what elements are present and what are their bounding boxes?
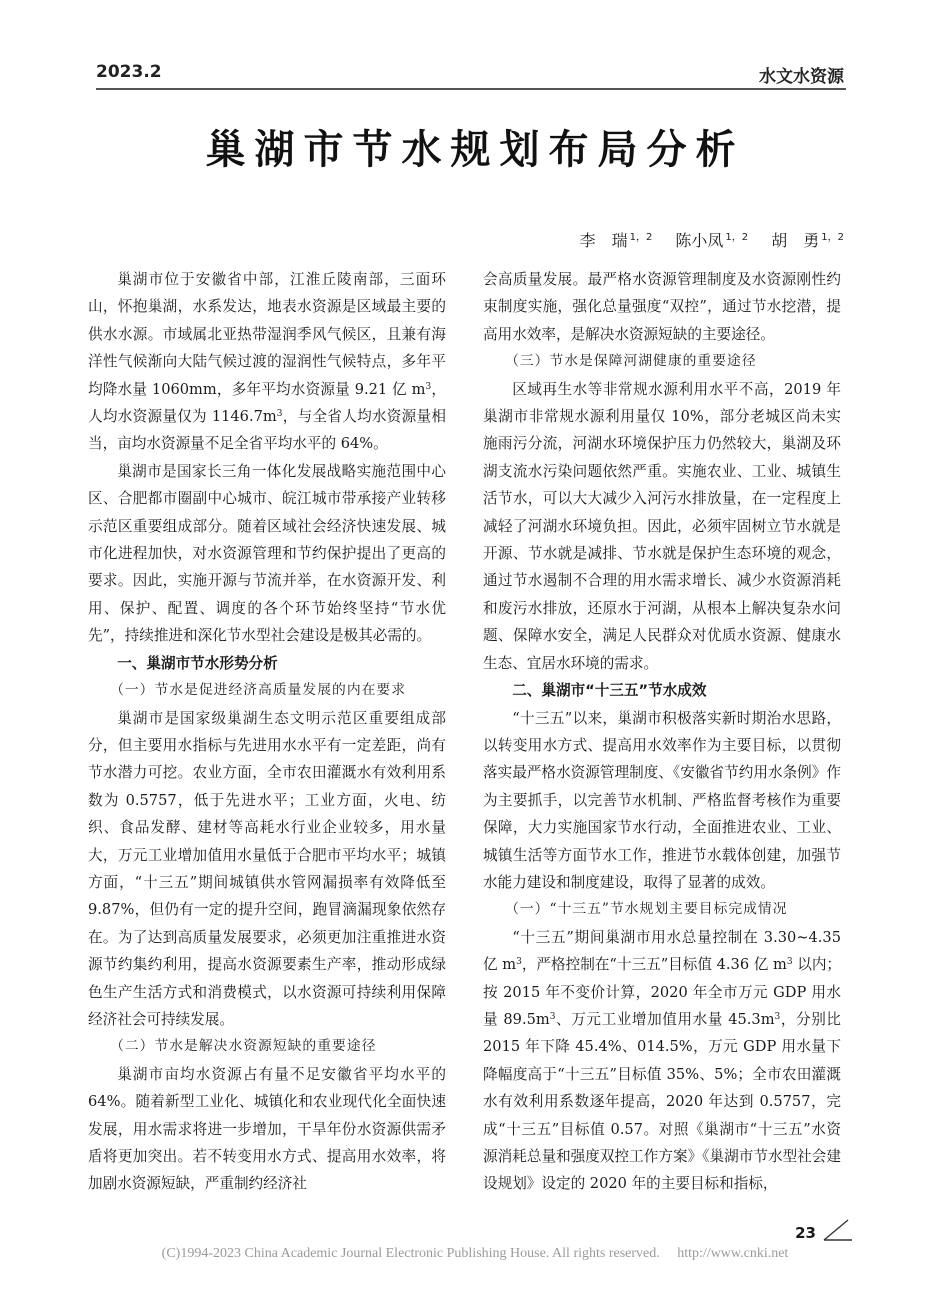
right-column <box>483 266 841 1198</box>
paragraph: 巢湖市是国家长三角一体化发展战略实施范围中心区、合肥都市圈副中心城市、皖江城市带承接产业转移示范区重要组成部分。随着区域社会经济快速发展、城市化进程加快，对水资源管理和节约保护提出了更高的要求。因此，实施开源与节流并举，在水资源开发、利用、保护、配置、调度的各个环节始终坚持“节水优先”，持续推进和深化节水型社会建设是极其必需的。 <box>88 462 446 645</box>
header-rule <box>96 88 846 90</box>
page-corner-mark-icon <box>818 1218 854 1242</box>
paragraph: 巢湖市是国家级巢湖生态文明示范区重要组成部分，但主要用水指标与先进用水水平有一定差距，尚有节水潜力可挖。农业方面，全市农田灌溉水有效利用系数为 0.5757，低于先进水平；工业方面，火电、纺织、食品发酵、建材等高耗水行业企业较多，用水量大，万元工业增加值用水量低于合肥市平均水平；城镇方面，“十三五”期间城镇供水管网漏损率有效降低至 9.87%，但仍有一定的提升空间，跑冒滴漏现象依然存在。为了达到高质量发展要求，必须更加注重推进水资源节约集约利用，提高水资源要素生产率，推动形成绿色生产生活方式和消费模式，以水资源可持续利用保障经济社会可持续发展。 <box>88 709 446 1028</box>
subsection-heading: （二）节水是解决水资源短缺的重要途径 <box>110 1038 377 1055</box>
author-2: 陈小凤 $^{1,2}$ <box>675 231 749 250</box>
subsection-heading: （一）“十三五”节水规划主要目标完成情况 <box>505 901 788 918</box>
issue-label: 2023.2 <box>96 62 162 82</box>
subsection-heading: （三）节水是保障河湖健康的重要途径 <box>505 353 757 370</box>
paragraph: 巢湖市亩均水资源占有量不足安徽省平均水平的 64%。随着新型工业化、城镇化和农业现代化全面快速发展，用水需求将进一步增加，干旱年份水资源供需矛盾将更加突出。若不转变用水方式、提高用水效率，将加剧水资源短缺，严重制约经济社 <box>88 1065 446 1193</box>
subsection-heading: （一）节水是促进经济高质量发展的内在要求 <box>110 682 407 699</box>
paragraph: 区域再生水等非常规水源利用水平不高，2019 年巢湖市非常规水源利用量仅 10%，部分老城区尚未实施雨污分流，河湖水环境保护压力仍然较大，巢湖及环湖支流水污染问题依然严重。实施农业、工业、城镇生活节水，可以大大减少入河污水排放量，在一定程度上减轻了河湖水环境负担。因此，必须牢固树立节水就是开源、节水就是减排、节水就是保护生态环境的观念，通过节水遏制不合理的用水需求增长、减少水资源消耗和废污水排放，还原水于河湖，从根本上解决复杂水问题、保障水安全，满足人民群众对优质水资源、健康水生态、宜居水环境的需求。 <box>483 380 841 672</box>
paragraph: “十三五”以来，巢湖市积极落实新时期治水思路，以转变用水方式、提高用水效率作为主要目标，以贯彻落实最严格水资源管理制度、《安徽省节约用水条例》作为主要抓手，以完善节水机制、严格监督考核作为重要保障，大力实施国家节水行动，全面推进农业、工业、城镇生活等方面节水工作，推进节水载体创建，加强节水能力建设和制度建设，取得了显著的成效。 <box>483 709 841 891</box>
paragraph: 巢湖市位于安徽省中部，江淮丘陵南部，三面环山，怀抱巢湖，水系发达，地表水资源是区域最主要的供水水源。市域属北亚热带湿润季风气候区，且兼有海洋性气候渐向大陆气候过渡的湿润性气候特点，多年平均降水量 1060mm，多年平均水资源量 9.21 亿 $m^3$，人均水资源量仅为 $1146.7m^3$，与全省人均水资源量相当，亩均水资源量不足全省平均水平的 64%。 <box>88 271 446 453</box>
copyright-footer: (C)1994-2023 China Academic Journal Electronic Publishing House. All rights reserved. http://www.cnki.net <box>161 1246 789 1261</box>
section-heading: 一、巢湖市节水形势分析 <box>117 654 278 672</box>
author-line <box>562 228 844 251</box>
page-number: 23 <box>795 1224 816 1242</box>
journal-name: 水文水资源 <box>759 67 844 87</box>
left-column <box>88 266 446 1198</box>
author-3: 胡 勇 $^{1,2}$ <box>771 231 844 250</box>
author-1: 李 瑞 $^{1,2}$ <box>579 231 653 250</box>
article-title: 巢湖市节水规划布局分析 <box>205 127 745 173</box>
section-heading: 二、巢湖市“十三五”节水成效 <box>512 682 707 700</box>
paragraph: 会高质量发展。最严格水资源管理制度及水资源刚性约束制度实施，强化总量强度“双控”，通过节水挖潜，提高用水效率，是解决水资源短缺的主要途径。 <box>483 271 841 343</box>
paragraph: “十三五”期间巢湖市用水总量控制在 3.30~4.35 亿 $m^3$，严格控制在“十三五”目标值 4.36 亿 $m^3$ 以内；按 2015 年不变价计算，2020 年全市万元 GDP 用水量 $89.5m^3$、万元工业增加值用水量 $45.3m^3$，分别比 2015 年下降 45.4%、014.5%，万元 GDP 用水量下降幅度高于“十三五”目标值 35%、5%；全市农田灌溉水有效利用系数逐年提高，2020 年达到 0.5757，完成“十三五”目标值 0.57。对照《巢湖市“十三五”水资源消耗总量和强度双控工作方案》《巢湖市节水型社会建设规划》设定的 2020 年的主要目标和指标， <box>483 928 842 1193</box>
